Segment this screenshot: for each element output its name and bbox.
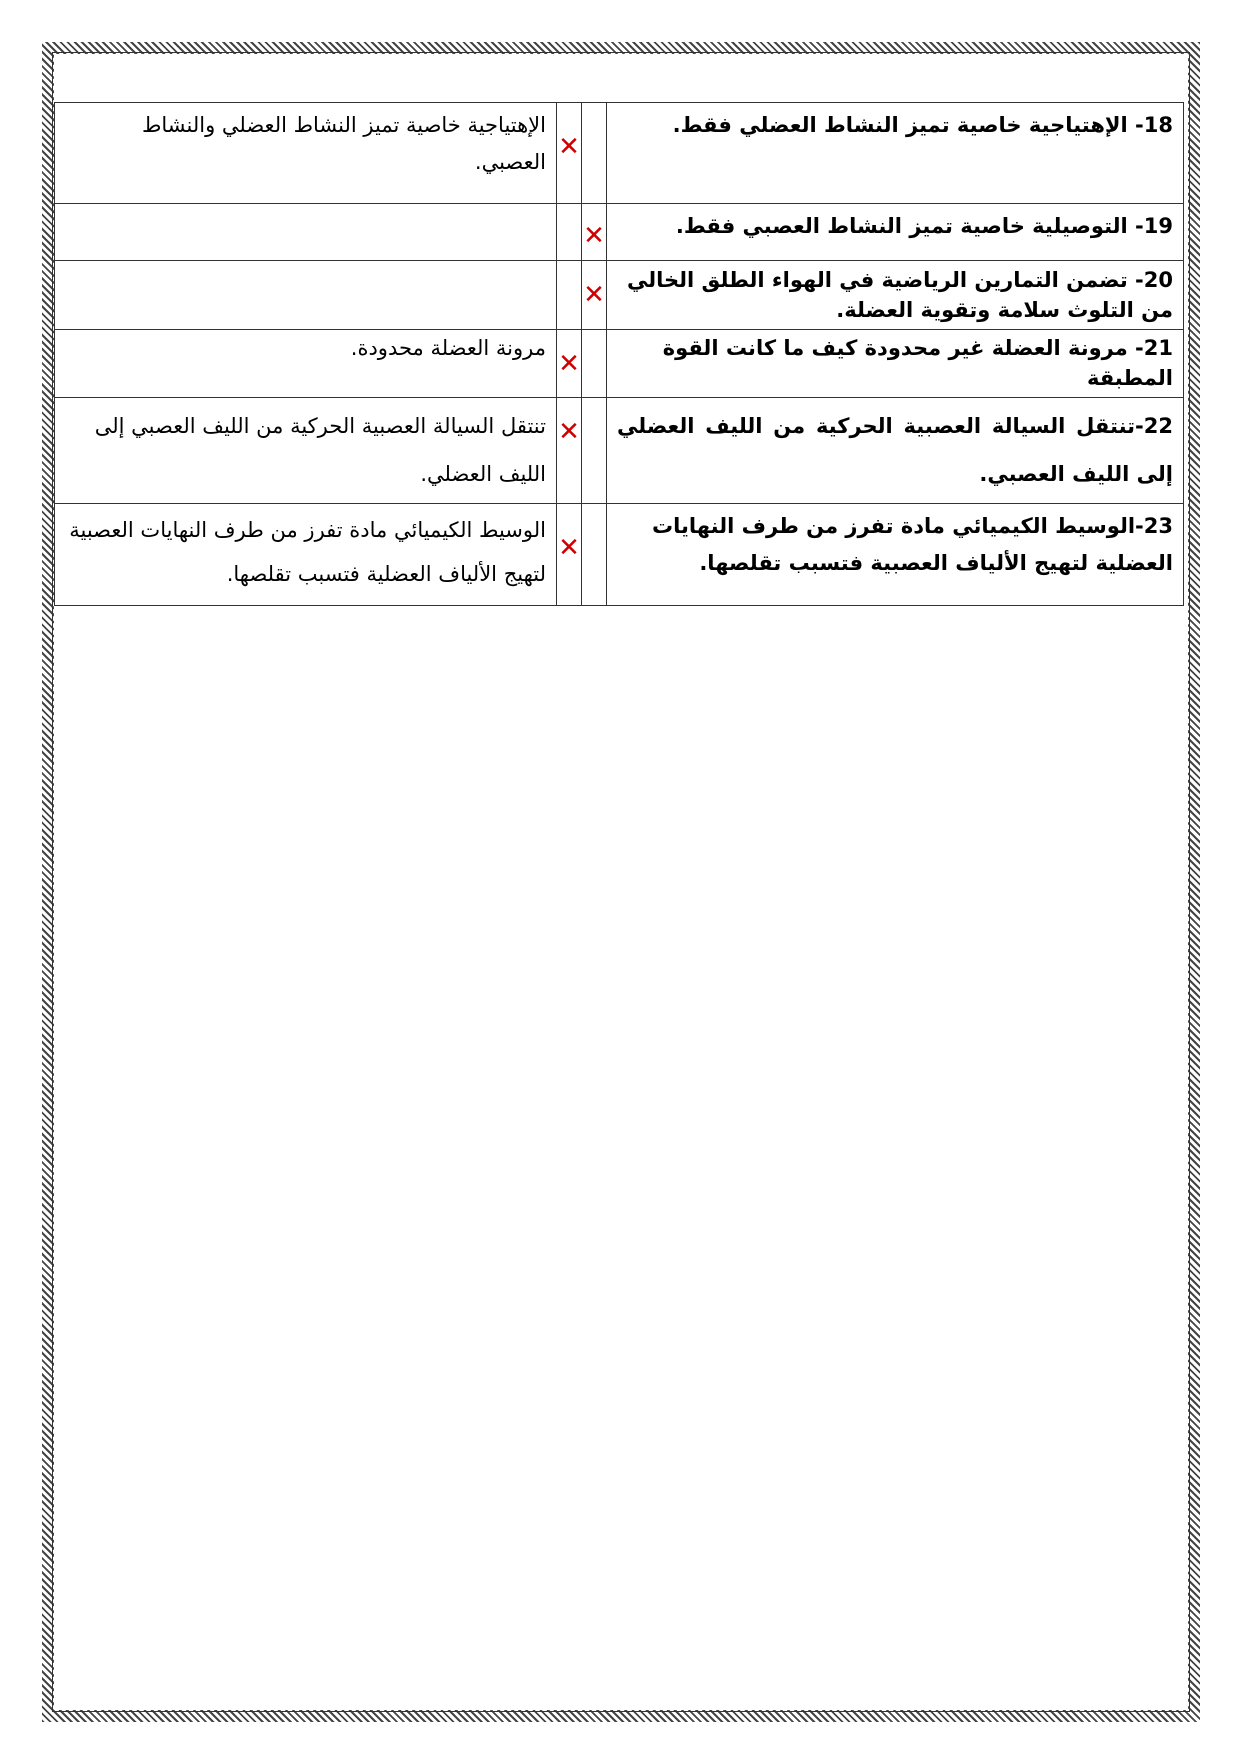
statement: 23-الوسيط الكيميائي مادة تفرز من طرف النهايات العضلية لتهيج الألياف العصبية فتسبب تقلصها. [607, 503, 1184, 605]
false-cell [557, 398, 582, 504]
true-false-table [54, 102, 1184, 606]
false-cell [557, 260, 582, 330]
correction: الوسيط الكيميائي مادة تفرز من طرف النهايات العصبية لتهيج الألياف العضلية فتسبب تقلصها. [55, 503, 557, 605]
true-cell [582, 260, 607, 330]
cross-mark-icon: ✕ [583, 279, 605, 310]
statement: 20- تضمن التمارين الرياضية في الهواء الطلق الخالي من التلوث سلامة وتقوية العضلة. [607, 260, 1184, 330]
false-cell [557, 204, 582, 261]
true-cell [582, 398, 607, 504]
table-row [55, 204, 1184, 261]
cross-mark-icon: ✕ [558, 349, 580, 380]
true-cell [582, 503, 607, 605]
cross-mark-icon: ✕ [583, 221, 605, 251]
cross-mark-icon: ✕ [558, 417, 580, 448]
true-cell [582, 103, 607, 204]
false-cell [557, 503, 582, 605]
cross-mark-icon: ✕ [558, 132, 580, 162]
statement: 19- التوصيلية خاصية تميز النشاط العصبي فقط. [607, 204, 1184, 261]
correction [55, 260, 557, 330]
correction [55, 204, 557, 261]
true-cell [582, 330, 607, 398]
correction: تنتقل السيالة العصبية الحركية من الليف العصبي إلى الليف العضلي. [55, 398, 557, 504]
correction: مرونة العضلة محدودة. [55, 330, 557, 398]
table-row [55, 503, 1184, 605]
false-cell [557, 103, 582, 204]
statement: 18- الإهتياجية خاصية تميز النشاط العضلي فقط. [607, 103, 1184, 204]
table-row [55, 398, 1184, 504]
false-cell [557, 330, 582, 398]
table-row [55, 103, 1184, 204]
table-row [55, 330, 1184, 398]
true-cell [582, 204, 607, 261]
correction: الإهتياجية خاصية تميز النشاط العضلي والنشاط العصبي. [55, 103, 557, 204]
statement: 21- مرونة العضلة غير محدودة كيف ما كانت القوة المطبقة [607, 330, 1184, 398]
statement: 22-تنتقل السيالة العصبية الحركية من الليف العضلي إلى الليف العصبي. [607, 398, 1184, 504]
cross-mark-icon: ✕ [558, 532, 580, 563]
table-row [55, 260, 1184, 330]
